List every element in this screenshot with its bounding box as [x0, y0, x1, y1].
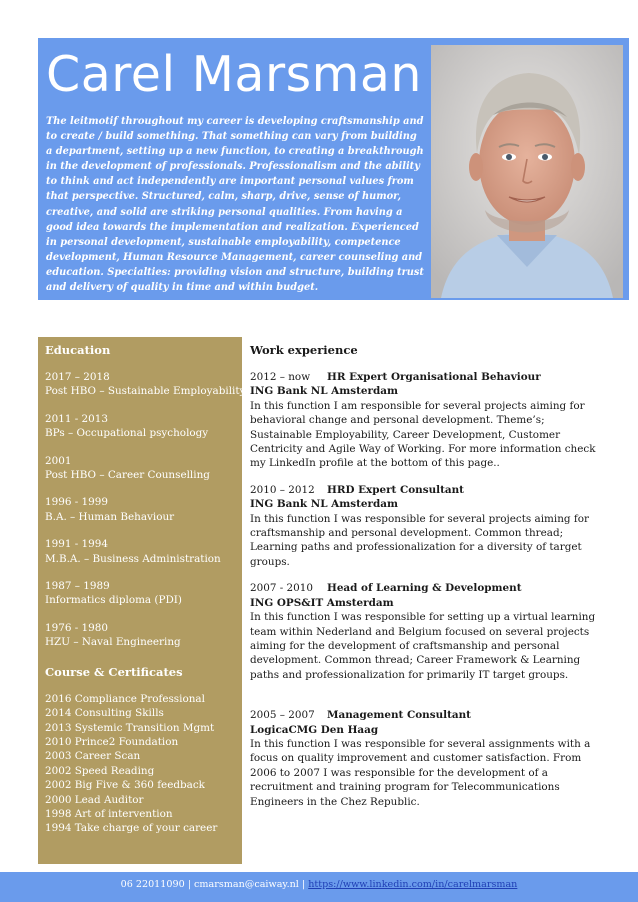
education-years: 2017 – 2018 — [45, 371, 110, 383]
course-item: 2002 Speed Reading — [45, 764, 155, 777]
education-years: 2011 - 2013 — [45, 412, 109, 425]
education-item — [45, 454, 240, 483]
course-item: 2014 Consulting Skills — [45, 707, 164, 720]
education-title: Informatics diploma (PDI) — [45, 594, 182, 607]
education-title: Post HBO – Career Counselling — [45, 469, 210, 482]
footer-contact — [0, 879, 638, 890]
course-item: 1994 Take charge of your career — [45, 822, 218, 835]
education-item — [45, 495, 240, 524]
job-org: LogicaCMG Den Haag — [250, 723, 379, 736]
education-item — [45, 370, 246, 399]
education-years: 1991 - 1994 — [45, 538, 109, 551]
job-description: In this function I was responsible for several assignments with a focus on quality improvement and customer satisfaction. From 2006 to 2007 I was responsible for the development of a recruitment and training program for Telecommunications Engineers in the Chez Republic. — [250, 737, 591, 808]
intro-summary: The leitmotif throughout my career is developing craftsmanship and to create / build something. That something can vary from building a department, setting up a new function, to creating a breakthrough in the development of professionals. Professionalism and the ability to think and act independently are important personal values from that perspective. Structured, calm, sharp, drive, sense of humor, creative, and solid are striking personal qualities. From having a good idea towards the implementation and realization. Experienced in personal development, sustainable employability, competence development, Human Resource Management, career counseling and education. Specialties: providing vision and structure, building trust and delivery of quality in time and within budget. — [46, 116, 424, 294]
work-experience-section — [250, 342, 602, 821]
job-description: In this function I was responsible for setting up a virtual learning team within Nederland and Belgium focused on several projects aiming for the development of craftsmanship and personal development. Common thread; Career Framework & Learning paths and professionalization for primarily IT target groups. — [250, 611, 596, 681]
course-item: 2010 Prince2 Foundation — [45, 735, 179, 748]
job-org: ING OPS&IT Amsterdam — [250, 596, 394, 609]
job-description: In this function I am responsible for several projects aiming for behavioral change and personal development. Theme’s; Sustainable Employability, Career Development, Customer Centricity and Agile Way of Working. For more information check my LinkedIn profile at the bottom of this page.. — [250, 399, 596, 470]
job-org: ING Bank NL Amsterdam — [250, 385, 398, 398]
job-header — [250, 370, 602, 384]
education-item — [45, 412, 240, 441]
job-entry — [250, 370, 602, 471]
education-title: Post HBO – Sustainable Employability — [45, 385, 246, 398]
course-item: 2003 Career Scan — [45, 750, 141, 763]
work-heading: Work experience — [250, 343, 358, 357]
job-description: In this function I was responsible for several projects aiming for craftsmanship and personal development. Common thread; Learning paths and professionalization for a diversity of target groups. — [250, 512, 589, 568]
course-item: 2013 Systemic Transition Mgmt — [45, 721, 215, 734]
education-title: B.A. – Human Behaviour — [45, 510, 175, 523]
job-role: HRD Expert Consultant — [327, 483, 464, 496]
sidebar-content — [45, 342, 246, 836]
profile-photo — [431, 45, 623, 298]
job-role: Head of Learning & Development — [327, 582, 522, 595]
footer-separator: | — [184, 879, 195, 890]
job-entry — [250, 708, 602, 809]
linkedin-link[interactable]: https://www.linkedin.com/in/carelmarsman — [308, 879, 518, 890]
job-entry — [250, 483, 602, 569]
job-entry — [250, 581, 602, 682]
page-title: Carel Marsman — [46, 46, 422, 103]
education-item — [45, 621, 240, 650]
phone-number: 06 22011090 — [120, 879, 185, 890]
education-item — [45, 537, 240, 566]
education-item — [45, 579, 240, 608]
education-years: 2001 — [45, 454, 72, 467]
job-org: ING Bank NL Amsterdam — [250, 498, 398, 511]
education-years: 1976 - 1980 — [45, 621, 109, 634]
job-period: 2007 - 2010 — [250, 582, 314, 595]
job-role: Management Consultant — [327, 709, 471, 722]
job-header — [250, 708, 602, 722]
job-period: 2010 – 2012 — [250, 483, 315, 496]
education-years: 1996 - 1999 — [45, 496, 109, 509]
course-item: 2016 Compliance Professional — [45, 692, 205, 705]
job-period: 2005 – 2007 — [250, 709, 315, 722]
job-period: 2012 – now — [250, 371, 311, 383]
job-role: HR Expert Organisational Behaviour — [327, 371, 541, 383]
email-address: cmarsman@caiway.nl — [194, 879, 299, 890]
course-item: 2002 Big Five & 360 feedback — [45, 779, 205, 792]
footer-separator: | — [298, 879, 309, 890]
job-header — [250, 581, 602, 595]
education-title: HZU – Naval Engineering — [45, 636, 181, 649]
education-title: M.B.A. – Business Administration — [45, 552, 221, 565]
education-title: BPs – Occupational psychology — [45, 427, 209, 440]
education-years: 1987 – 1989 — [45, 580, 110, 593]
course-item: 1998 Art of intervention — [45, 807, 173, 820]
education-heading: Education — [45, 343, 111, 357]
courses-heading: Course & Certificates — [45, 664, 183, 679]
course-item: 2000 Lead Auditor — [45, 793, 144, 806]
job-header — [250, 483, 602, 497]
